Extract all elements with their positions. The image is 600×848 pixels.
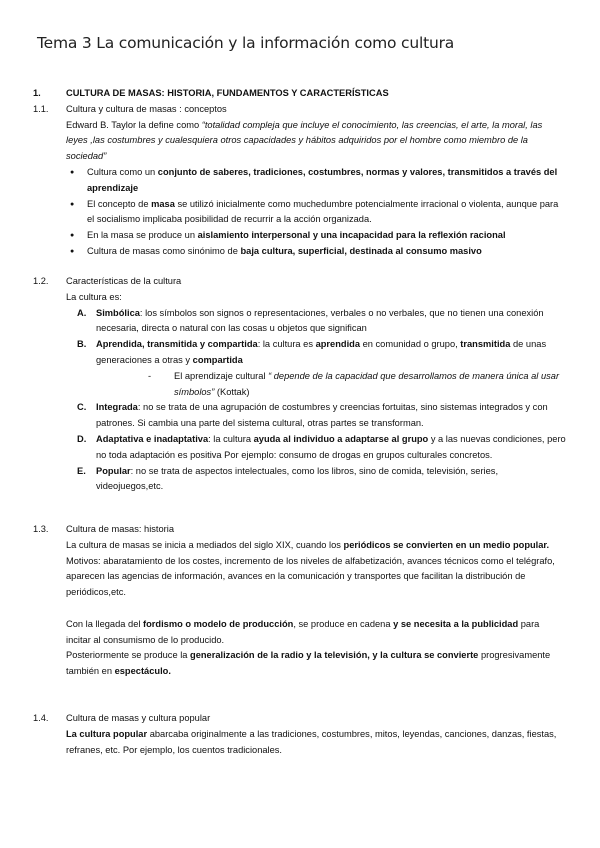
subsection-number: 1.3. [33,524,49,534]
list-item: ● El concepto de masa se utilizó inicialmente como muchedumbre potencialmente irracional o violenta, aunque para el socialismo implicaba posibilidad de recurrir a la acción organizada. [66,197,566,229]
sub-list-item: - El aprendizaje cultural “ depende de la capacidad que desarrollamos de manera única al usar símbolos” (Kottak) [148,370,560,397]
subsection-number: 1.2. [33,276,49,286]
list-item: ● Cultura de masas como sinónimo de baja cultura, superficial, destinada al consumo masivo [66,244,566,260]
subsection-title: Cultura de masas y cultura popular [66,713,211,723]
paragraph: Con la llegada del fordismo o modelo de producción, se produce en cadena y se necesita a la publicidad para incitar al consumismo de lo producido. [66,618,540,645]
paragraph: Motivos: abaratamiento de los costes, incremento de los niveles de alfabetización, avances técnicos como el telégrafo, aparecen las agencias de información, avances en la comunicación y transportes que facilitan la distribución de periódicos,etc. [66,555,555,598]
section-number: 1. [33,88,41,98]
taylor-quote: “totalidad compleja que incluye el conocimiento, las creencias, el arte, la moral, las leyes ,las costumbres y cualesquiera otros capacidades y hábitos adquiridos por el hombre como miembro de la sociedad” [66,119,543,162]
list-item: A. Simbólica: los símbolos son signos o representaciones, verbales o no verbales, que no tienen una conexión necesaria, directa o natural con las cosas u objetos que significan [77,307,544,334]
subsection-1-2 [33,274,566,495]
subsection-title: Características de la cultura [66,276,182,286]
list-item: ● En la masa se produce un aislamiento interpersonal y una incapacidad para la reflexión racional [66,228,566,244]
section-title: CULTURA DE MASAS: HISTORIA, FUNDAMENTOS Y CARACTERÍSTICAS [66,88,389,98]
taylor-definition [66,118,566,165]
subsection-1-3 [33,522,566,680]
paragraph: La cultura popular abarcaba originalmente a las tradiciones, costumbres, mitos, leyendas, canciones, danzas, fiestas, refranes, etc. Por ejemplo, los cuentos tradicionales. [66,728,557,755]
intro-text: La cultura es: [66,291,122,302]
characteristics-list [66,306,566,369]
subsection-number: 1.1. [33,103,49,114]
section-1 [33,86,566,260]
subsection-title: Cultura y cultura de masas : conceptos [66,103,227,114]
list-item: C. Integrada: no se trata de una agrupación de costumbres y creencias fortuitas, sino sistemas integrados y con patrones. Si cambia una parte del sistema cultural, otras partes se transforman. [77,402,548,429]
subsection-number: 1.4. [33,713,49,723]
list-item: B. Aprendida, transmitida y compartida: la cultura es aprendida en comunidad o grupo, transmitida de unas generaciones a otras y compartida [77,339,547,365]
section-heading [33,86,566,102]
subsection-1-4 [33,711,566,758]
list-item: ● Cultura como un conjunto de saberes, tradiciones, costumbres, normas y valores, transmitidos a través del aprendizaje [66,165,566,197]
paragraph: La cultura de masas se inicia a mediados del siglo XIX, cuando los periódicos se convierten en un medio popular. [66,539,550,550]
subsection-1-1 [33,102,566,260]
concept-list [66,165,566,260]
page-title: Tema 3 La comunicación y la información como cultura [37,34,455,52]
list-item: D. Adaptativa e inadaptativa: la cultura ayuda al individuo a adaptarse al grupo y a las nuevas condiciones, pero no toda adaptación es positiva Por ejemplo: consumo de drogas en grupos culturales concretos. [77,433,566,460]
paragraph: Posteriormente se produce la generalización de la radio y la televisión, y la cultura se convierte progresivamente también en espectáculo. [66,650,551,677]
list-item: E. Popular: no se trata de aspectos intelectuales, como los libros, sino de comida, televisión, series, videojuegos,etc. [77,465,499,492]
subsection-title: Cultura de masas: historia [66,524,174,534]
taylor-lead: Edward B. Taylor la define como [66,119,202,130]
